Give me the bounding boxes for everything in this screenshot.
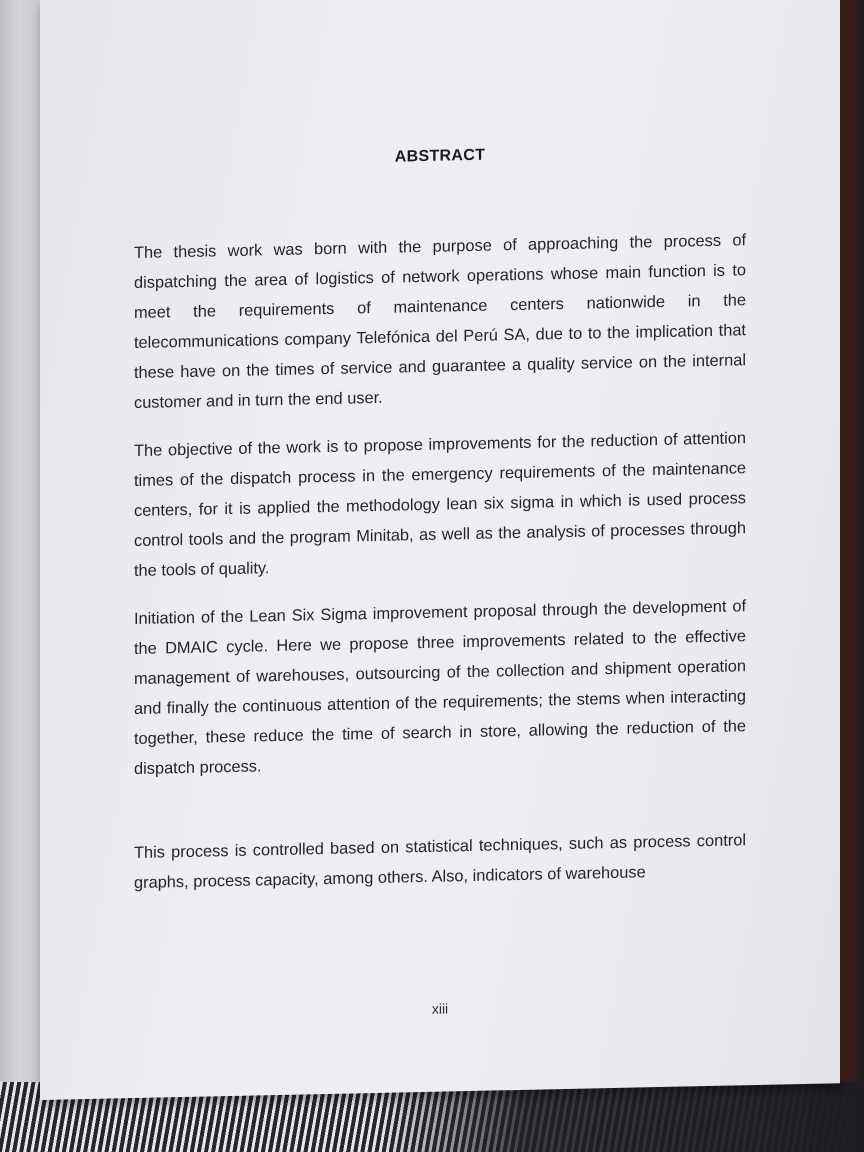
abstract-paragraph-3: Initiation of the Lean Six Sigma improvement proposal through the development of the DMAIC cycle. Here we propose three improvements related to the effective management of warehouses, outsourcing of the collection and shipment operation and finally the continuous attention of the requirements; the stems when interacting together, these reduce the time of search in store, allowing the reduction of the dispatch process. [134,597,746,779]
document-page [40,0,840,1100]
page-content [134,135,746,1017]
fabric-shadow [380,1082,864,1152]
abstract-paragraph-4: This process is controlled based on statistical techniques, such as process control graphs, process capacity, among others. Also, indicators of warehouse [134,831,746,893]
abstract-title: ABSTRACT [394,146,486,166]
abstract-paragraph-2: The objective of the work is to propose improvements for the reduction of attention times of the dispatch process in the emergency requirements of the maintenance centers, for it is applied the methodology lean six sigma in which is used process control tools and the program Minitab, as well as the analysis of processes through the tools of quality. [134,429,746,581]
page-number: xiii [431,1000,449,1017]
abstract-paragraph-1: The thesis work was born with the purpose of approaching the process of dispatching the area of logistics of network operations whose main function is to meet the requirements of maintenance centers nationwide in the telecommunications company Telefónica del Perú SA, due to to the implication that these have on the times of service and guarantee a quality service on the internal customer and in turn the end user. [134,231,746,413]
